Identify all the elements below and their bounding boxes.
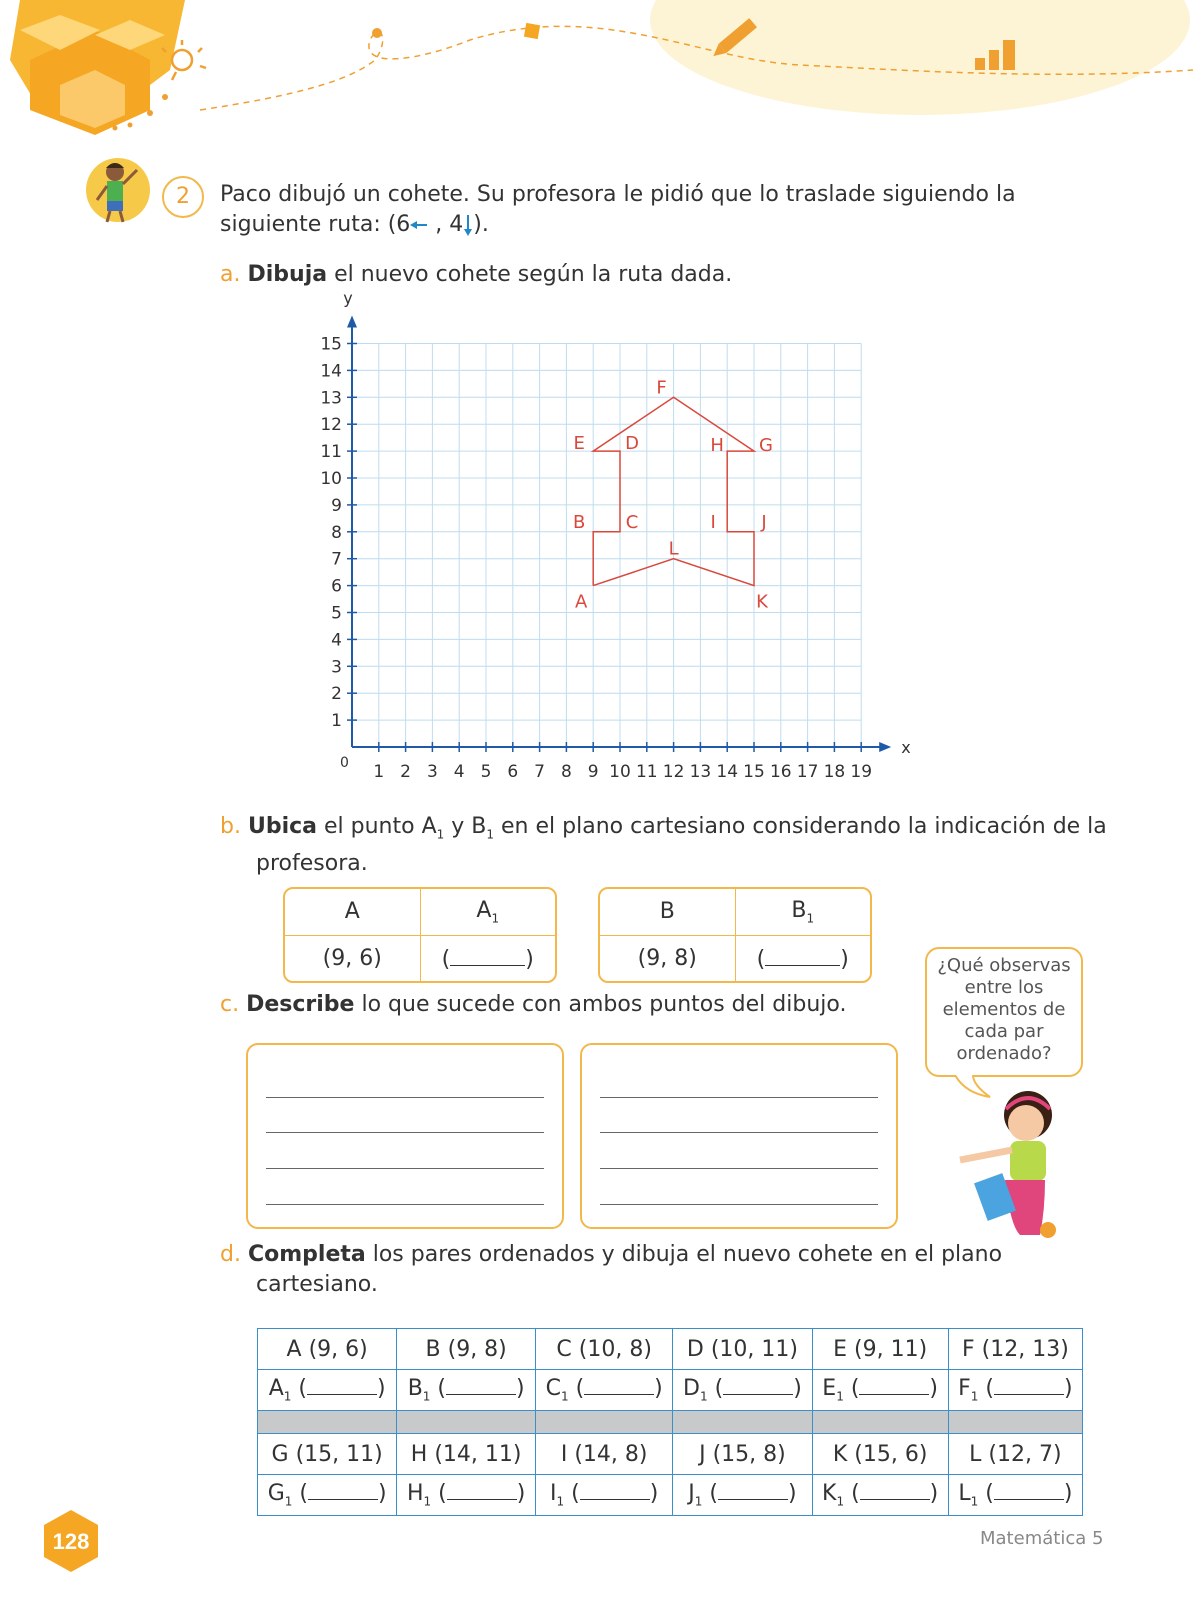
x-tick-label: 9	[587, 762, 599, 782]
table-cell: D (10, 11)	[673, 1329, 812, 1370]
separator-cell	[536, 1411, 673, 1434]
x-tick-label: 10	[609, 762, 631, 782]
table-cell: A (9, 6)	[258, 1329, 397, 1370]
question-line-1: Paco dibujó un cohete. Su profesora le pidió que lo traslade siguiendo la	[220, 182, 1016, 207]
table-a-answer-field[interactable]: ( )	[420, 935, 555, 981]
separator-cell	[812, 1411, 948, 1434]
point-label-e: E	[573, 433, 585, 455]
answer-cell-f1[interactable]: $F_1$ ( )	[948, 1370, 1082, 1411]
question-line-2: siguiente ruta: (6 , 4 ).	[220, 212, 489, 237]
point-label-d: D	[625, 433, 639, 455]
x-tick-label: 12	[662, 762, 685, 782]
answer-cell-c1[interactable]: $C_1$ ( )	[536, 1370, 673, 1411]
table-a-header-a: A	[285, 889, 420, 935]
girl-illustration	[950, 1085, 1090, 1255]
header-decoration	[0, 0, 1193, 150]
y-tick-label: 4	[331, 630, 342, 651]
point-label-c: C	[625, 511, 639, 533]
table-cell: C (10, 8)	[536, 1329, 673, 1370]
cartesian-plane[interactable]	[300, 290, 940, 800]
answer-cell-g1[interactable]: $G_1$ ( )	[258, 1475, 397, 1516]
y-tick-label: 13	[320, 388, 342, 409]
y-tick-label: 7	[331, 549, 342, 570]
y-tick-label: 5	[331, 603, 342, 624]
point-label-h: H	[710, 435, 724, 457]
y-axis-arrow-icon	[347, 316, 357, 328]
footer-title: Matemática 5	[980, 1528, 1104, 1549]
answer-cell-k1[interactable]: $K_1$ ( )	[812, 1475, 948, 1516]
table-point-b	[598, 887, 872, 983]
y-tick-label: 2	[331, 684, 342, 705]
answer-cell-b1[interactable]: $B_1$ ( )	[397, 1370, 536, 1411]
x-tick-label: 8	[560, 762, 572, 782]
table-cell: G (15, 11)	[258, 1434, 397, 1475]
x-tick-label: 17	[796, 762, 819, 782]
y-tick-label: 9	[331, 495, 342, 516]
y-tick-label: 14	[320, 361, 342, 382]
coordinates-table	[257, 1328, 1083, 1516]
x-tick-label: 18	[823, 762, 846, 782]
answer-cell-h1[interactable]: $H_1$ ( )	[397, 1475, 536, 1516]
table-cell: E (9, 11)	[812, 1329, 948, 1370]
point-label-a: A	[575, 591, 588, 613]
item-a: a. Dibuja el nuevo cohete según la ruta dada.	[220, 262, 733, 287]
point-label-l: L	[668, 538, 679, 560]
table-b-answer-field[interactable]: ( )	[735, 935, 870, 981]
x-tick-label: 19	[850, 762, 873, 782]
point-label-g: G	[759, 435, 773, 457]
origin-label: 0	[340, 755, 349, 771]
cubes-illustration	[10, 0, 185, 135]
answer-box-left[interactable]	[246, 1043, 564, 1229]
table-point-a	[283, 887, 557, 983]
answer-cell-d1[interactable]: $D_1$ ( )	[673, 1370, 812, 1411]
x-tick-label: 3	[426, 762, 438, 782]
item-c: c. Describe lo que sucede con ambos puntos del dibujo.	[220, 992, 847, 1017]
table-row-original-2	[258, 1434, 1083, 1475]
point-label-b: B	[573, 511, 586, 533]
x-tick-label: 13	[689, 762, 712, 782]
table-b-header-b1: $B_1$	[735, 889, 870, 935]
x-tick-label: 7	[534, 762, 546, 782]
x-tick-label: 5	[480, 762, 492, 782]
table-cell: L (12, 7)	[948, 1434, 1082, 1475]
item-d: d. Completa los pares ordenados y dibuja el nuevo cohete en el plano cartesiano.	[220, 1242, 1003, 1297]
separator-cell	[258, 1411, 397, 1434]
answer-cell-l1[interactable]: $L_1$ ( )	[948, 1475, 1082, 1516]
page-number-badge	[38, 1508, 104, 1574]
y-tick-label: 10	[320, 469, 342, 489]
separator-cell	[673, 1411, 812, 1434]
table-cell: F (12, 13)	[948, 1329, 1082, 1370]
table-cell: J (15, 8)	[673, 1434, 812, 1475]
y-tick-label: 11	[320, 442, 342, 463]
answer-cell-j1[interactable]: $J_1$ ( )	[673, 1475, 812, 1516]
x-tick-label: 2	[400, 762, 412, 782]
table-row-answers-2	[258, 1475, 1083, 1516]
question-number: 2	[162, 176, 204, 218]
y-tick-label: 1	[331, 711, 342, 732]
answer-box-right[interactable]	[580, 1043, 898, 1229]
x-tick-label: 11	[635, 762, 658, 782]
table-row-answers-1	[258, 1370, 1083, 1411]
answer-cell-e1[interactable]: $E_1$ ( )	[812, 1370, 948, 1411]
point-label-f: F	[656, 377, 667, 399]
y-tick-label: 12	[320, 415, 342, 436]
table-b-header-b: B	[600, 889, 735, 935]
arrow-left-icon	[410, 219, 428, 231]
table-a-value: (9, 6)	[285, 935, 420, 981]
y-tick-label: 15	[320, 334, 342, 355]
x-tick-label: 14	[716, 762, 739, 782]
x-tick-label: 16	[769, 762, 792, 782]
arrow-down-icon	[463, 214, 473, 236]
x-tick-label: 6	[507, 762, 519, 782]
question-text	[220, 180, 1100, 240]
y-tick-label: 8	[331, 522, 342, 543]
x-tick-label: 4	[453, 762, 465, 782]
separator-cell	[397, 1411, 536, 1434]
table-separator-row	[258, 1411, 1083, 1434]
table-cell: I (14, 8)	[536, 1434, 673, 1475]
point-label-j: J	[761, 511, 767, 533]
point-label-i: I	[710, 511, 716, 533]
separator-cell	[948, 1411, 1082, 1434]
table-row-original-1	[258, 1329, 1083, 1370]
answer-cell-i1[interactable]: $I_1$ ( )	[536, 1475, 673, 1516]
table-cell: K (15, 6)	[812, 1434, 948, 1475]
table-cell: B (9, 8)	[397, 1329, 536, 1370]
x-axis-label: x	[901, 738, 911, 757]
table-b-value: (9, 8)	[600, 935, 735, 981]
x-axis-arrow-icon	[879, 742, 891, 752]
y-tick-label: 3	[331, 657, 342, 678]
boy-avatar	[85, 150, 155, 230]
table-a-header-a1: $A_1$	[420, 889, 555, 935]
y-axis-label: y	[343, 290, 353, 308]
x-tick-label: 1	[373, 762, 385, 782]
table-cell: H (14, 11)	[397, 1434, 536, 1475]
speech-bubble: ¿Qué observas entre los elementos de cada par ordenado?	[925, 947, 1083, 1077]
y-tick-label: 6	[331, 576, 342, 597]
page-number: 128	[52, 1529, 90, 1554]
x-tick-label: 15	[743, 762, 765, 782]
point-label-k: K	[756, 591, 768, 613]
item-b: b. Ubica el punto $A_1$ y $B_1$ en el plano cartesiano considerando la indicación de la profesora.	[220, 814, 1107, 877]
answer-cell-a1[interactable]: $A_1$ ( )	[258, 1370, 397, 1411]
